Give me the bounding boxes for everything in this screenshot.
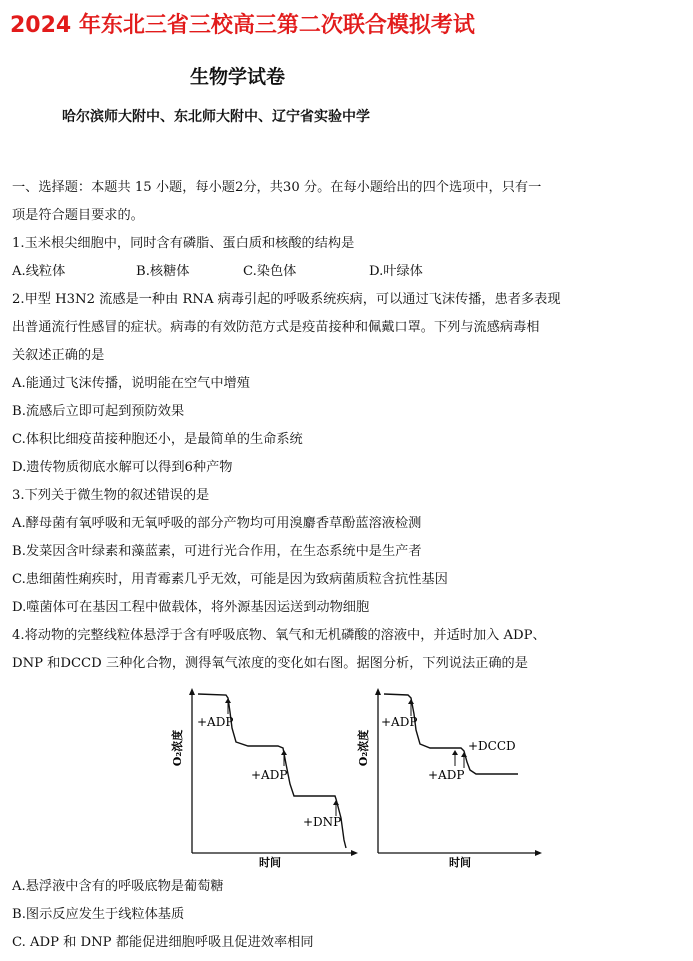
right-y-label: O₂浓度 xyxy=(357,729,370,767)
q3-option-b: B.发菜因含叶绿素和藻蓝素，可进行光合作用，在生态系统中是生产者 xyxy=(12,544,422,559)
q1-stem: 1.玉米根尖细胞中，同时含有磷脂、蛋白质和核酸的结构是 xyxy=(12,236,355,251)
figure-svg xyxy=(171,688,548,869)
left-arrow-adp2-icon xyxy=(281,750,287,755)
q1-option-b: B.核糖体 xyxy=(136,264,190,279)
question-content xyxy=(12,174,682,678)
q4-stem-1: 4.将动物的完整线粒体悬浮于含有呼吸底物、氧气和无机磷酸的溶液中，并适时加入 ADP、 xyxy=(12,628,546,643)
section-heading-1: 一、选择题：本题共 15 小题，每小题2分，共30 分。在每小题给出的四个选项中，只有一 xyxy=(12,180,542,195)
q4-option-c: C. ADP 和 DNP 都能促进细胞呼吸且促进效率相同 xyxy=(12,935,314,950)
q3-option-c: C.患细菌性痢疾时，用青霉素几乎无效，可能是因为致病菌质粒含抗性基因 xyxy=(12,572,448,587)
right-label-adp1: +ADP xyxy=(381,715,418,729)
left-label-dnp: +DNP xyxy=(303,815,342,829)
q2-stem-2: 出普通流行性感冒的症状。病毒的有效防范方式是疫苗接种和佩戴口罩。下列与流感病毒相 xyxy=(12,320,540,335)
q4-options xyxy=(12,873,682,957)
right-x-label: 时间 xyxy=(449,856,471,869)
q2-option-a: A.能通过飞沫传播，说明能在空气中增殖 xyxy=(12,376,250,391)
right-y-arrow-icon xyxy=(375,688,381,695)
section-heading-2: 项是符合题目要求的。 xyxy=(12,208,144,223)
q2-stem-3: 关叙述正确的是 xyxy=(12,348,105,363)
left-arrow-dnp-icon xyxy=(333,800,339,805)
q2-option-b: B.流感后立即可起到预防效果 xyxy=(12,404,185,419)
right-curve xyxy=(384,694,518,774)
q2-option-c: C.体积比细疫苗接种胞还小，是最简单的生命系统 xyxy=(12,432,303,447)
left-x-arrow-icon xyxy=(351,850,358,856)
right-arrow-adp2-icon xyxy=(452,750,458,755)
left-y-label: O₂浓度 xyxy=(171,729,184,767)
left-y-arrow-icon xyxy=(189,688,195,695)
q2-stem-1: 2.甲型 H3N2 流感是一种由 RNA 病毒引起的呼吸系统疾病，可以通过飞沫传播，患者多表现 xyxy=(12,292,561,307)
exam-title: 2024 年东北三省三校高三第二次联合模拟考试 xyxy=(10,13,475,38)
q3-stem: 3.下列关于微生物的叙述错误的是 xyxy=(12,488,210,503)
left-x-label: 时间 xyxy=(259,856,281,869)
left-label-adp1: +ADP xyxy=(197,715,234,729)
right-arrow-dccd-icon xyxy=(461,752,467,757)
schools-line: 哈尔滨师大附中、东北师大附中、辽宁省实验中学 xyxy=(62,109,370,125)
left-panel xyxy=(170,688,358,869)
q1-option-d: D.叶绿体 xyxy=(369,264,423,279)
right-panel xyxy=(356,688,542,869)
right-label-dccd: +DCCD xyxy=(468,739,516,753)
q2-option-d: D.遗传物质彻底水解可以得到6种产物 xyxy=(12,460,233,475)
q1-options xyxy=(12,258,682,286)
oxygen-concentration-figure xyxy=(171,688,548,869)
left-label-adp2: +ADP xyxy=(251,768,288,782)
right-label-adp2: +ADP xyxy=(428,768,465,782)
right-arrow-adp1-icon xyxy=(408,699,414,704)
q1-option-c: C.染色体 xyxy=(243,264,297,279)
q4-option-b: B.图示反应发生于线粒体基质 xyxy=(12,907,185,922)
subject-title: 生物学试卷 xyxy=(190,66,286,88)
q1-option-a: A.线粒体 xyxy=(12,264,66,279)
right-x-arrow-icon xyxy=(535,850,542,856)
q4-option-a: A.悬浮液中含有的呼吸底物是葡萄糖 xyxy=(12,879,224,894)
left-arrow-adp1-icon xyxy=(225,698,231,703)
q4-stem-2: DNP 和DCCD 三种化合物，测得氧气浓度的变化如右图。据图分析，下列说法正确的是 xyxy=(12,656,528,671)
q3-option-a: A.酵母菌有氧呼吸和无氧呼吸的部分产物均可用溴麝香草酚蓝溶液检测 xyxy=(12,516,422,531)
q3-option-d: D.噬菌体可在基因工程中做载体，将外源基因运送到动物细胞 xyxy=(12,600,370,615)
